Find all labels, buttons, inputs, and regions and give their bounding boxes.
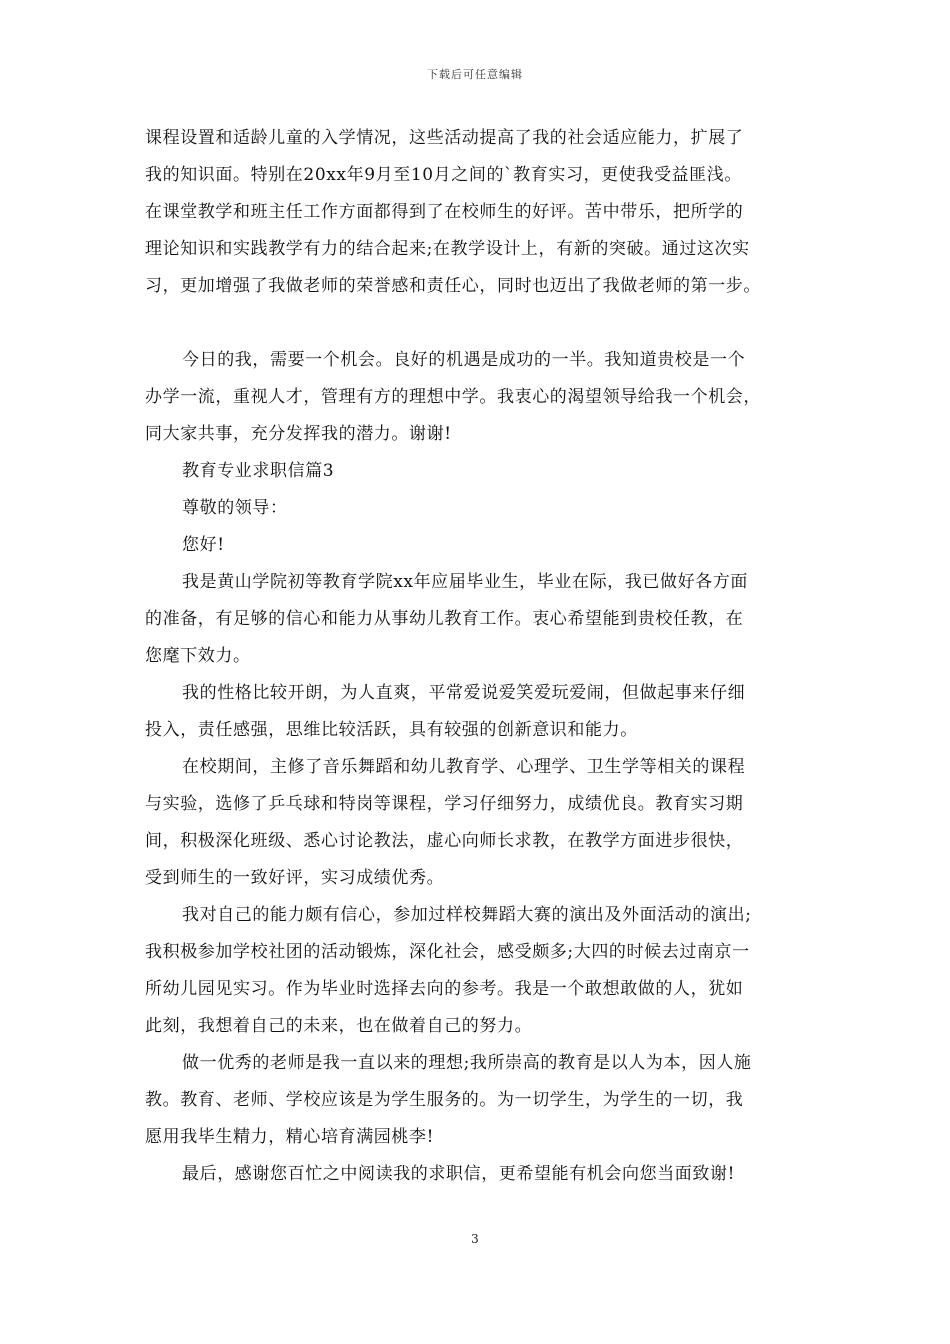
text-line: 同大家共事，充分发挥我的潜力。谢谢! (145, 424, 452, 444)
text-line: 课程设置和适龄儿童的入学情况，这些活动提高了我的社会适应能力，扩展了 (145, 128, 744, 148)
salutation: 尊敬的领导： (182, 498, 288, 518)
paragraph-block-2 (145, 342, 817, 1193)
greeting: 您好! (182, 535, 225, 555)
text-line: 间，积极深化班级、悉心讨论教法，虚心向师长求教，在教学方面进步很快， (145, 831, 744, 851)
text-line: 愿用我毕生精力，精心培育满园桃李! (145, 1127, 435, 1147)
text-line: 受到师生的一致好评，实习成绩优秀。 (145, 868, 445, 888)
text-line: 我对自己的能力颇有信心，参加过样校舞蹈大赛的演出及外面活动的演出; (182, 905, 752, 925)
page-number: 3 (471, 1232, 479, 1246)
text-line: 我积极参加学校社团的活动锻炼，深化社会，感受颇多;大四的时候去过南京一 (145, 942, 750, 962)
text-line: 办学一流，重视人才，管理有方的理想中学。我衷心的渴望领导给我一个机会， (145, 387, 761, 407)
text-line: 习，更加增强了我做老师的荣誉感和责任心，同时也迈出了我做老师的第一步。 (145, 276, 761, 296)
text-line: 在校期间，主修了音乐舞蹈和幼儿教育学、心理学、卫生学等相关的课程 (182, 757, 746, 777)
text-line: 我的知识面。特别在20xx年9月至10月之间的`教育实习，更使我受益匪浅。 (145, 165, 742, 185)
text-line: 教。教育、老师、学校应该是为学生服务的。为一切学生，为学生的一切，我 (145, 1090, 744, 1110)
paragraph-block-1 (145, 120, 817, 305)
text-line: 我是黄山学院初等教育学院xx年应届毕业生，毕业在际，我已做好各方面 (182, 572, 748, 592)
text-line: 我的性格比较开朗，为人直爽，平常爱说爱笑爱玩爱闹，但做起事来仔细 (182, 683, 746, 703)
text-line: 最后，感谢您百忙之中阅读我的求职信，更希望能有机会向您当面致谢! (182, 1164, 736, 1184)
text-line: 此刻，我想着自己的未来，也在做着自己的努力。 (145, 1016, 533, 1036)
text-line: 您麾下效力。 (145, 646, 251, 666)
text-line: 在课堂教学和班主任工作方面都得到了在校师生的好评。苦中带乐，把所学的 (145, 202, 744, 222)
text-line: 的准备，有足够的信心和能力从事幼儿教育工作。衷心希望能到贵校任教，在 (145, 609, 744, 629)
text-line: 与实验，选修了乒乓球和特岗等课程，学习仔细努力，成绩优良。教育实习期 (145, 794, 744, 814)
page-header: 下载后可任意编辑 (427, 68, 523, 81)
section-title: 教育专业求职信篇3 (182, 461, 335, 481)
text-line: 做一优秀的老师是我一直以来的理想;我所崇高的教育是以人为本，因人施 (182, 1053, 752, 1073)
text-line: 投入，责任感强，思维比较活跃，具有较强的创新意识和能力。 (145, 720, 638, 740)
text-line: 理论知识和实践教学有力的结合起来;在教学设计上，有新的突破。通过这次实 (145, 239, 750, 259)
text-line: 今日的我，需要一个机会。良好的机遇是成功的一半。我知道贵校是一个 (182, 350, 746, 370)
text-line: 所幼儿园见实习。作为毕业时选择去向的参考。我是一个敢想敢做的人，犹如 (145, 979, 744, 999)
